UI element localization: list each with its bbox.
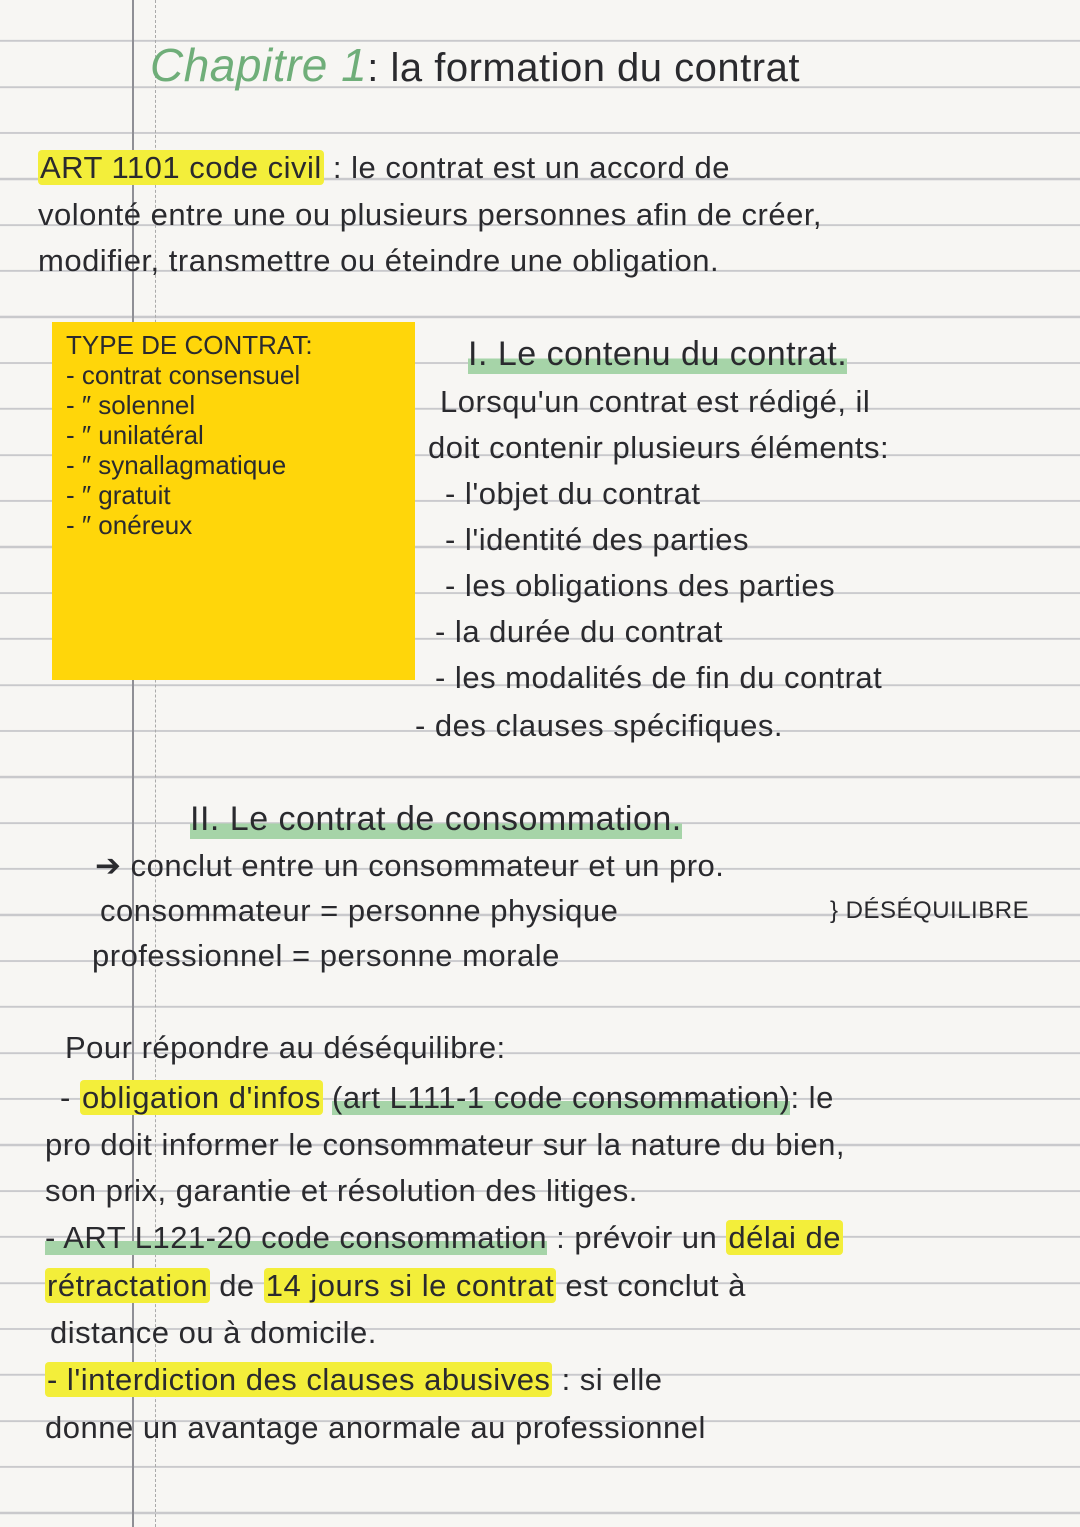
section-3-intro: Pour répondre au déséquilibre: (65, 1030, 506, 1065)
intro-line-1 (38, 150, 730, 186)
bullet-1: - obligation d'infos (art L111-1 code consommation): le (60, 1080, 834, 1115)
highlight: obligation d'infos (81, 1080, 321, 1115)
text: : prévoir un (556, 1220, 718, 1255)
section-1-line: - des clauses spécifiques. (415, 708, 783, 743)
section-1-line: - l'objet du contrat (445, 476, 701, 511)
highlight: - l'interdiction des clauses abusives (47, 1362, 551, 1397)
highlight: 14 jours si le contrat (265, 1268, 555, 1303)
chapter-label: Chapitre 1 (150, 39, 368, 91)
note-item: - ″ solennel (66, 390, 196, 420)
section-1-line: - l'identité des parties (445, 522, 749, 557)
text: de (210, 1268, 264, 1303)
text: : si elle (561, 1362, 663, 1397)
note-item: - ″ synallagmatique (66, 450, 287, 480)
bullet-3-line-2: donne un avantage anormale au professionnel (45, 1410, 706, 1445)
text: est conclut à (556, 1268, 746, 1303)
section-1-line: - les modalités de fin du contrat (435, 660, 883, 695)
section-2-line: professionnel = personne morale (92, 938, 560, 973)
note-item: - ″ onéreux (66, 510, 193, 540)
section-1-line: - la durée du contrat (435, 614, 723, 649)
intro-line-2: volonté entre une ou plusieurs personnes afin de créer, (38, 197, 823, 232)
article-highlight: ART 1101 code civil (40, 150, 322, 185)
section-1-line: - les obligations des parties (445, 568, 836, 603)
article-ref: (art L111-1 code consommation) (332, 1080, 791, 1115)
intro-text: : le contrat est un accord de (332, 150, 730, 185)
page-title (150, 38, 800, 92)
bullet-3 (45, 1362, 663, 1398)
sticky-note (52, 322, 415, 680)
section-2-line: ➔ conclut entre un consommateur et un pro. (95, 848, 725, 883)
section-1-line: doit contenir plusieurs éléments: (428, 430, 890, 465)
section-2-line: consommateur = personne physique (100, 893, 619, 928)
chapter-subtitle: : la formation du contrat (367, 46, 800, 90)
intro-line-3: modifier, transmettre ou éteindre une obligation. (38, 243, 720, 278)
note-item: - contrat consensuel (66, 360, 301, 390)
bullet-1-line-3: son prix, garantie et résolution des litiges. (45, 1173, 638, 1208)
text: : le (790, 1080, 834, 1115)
highlight: rétractation (47, 1268, 209, 1303)
section-1-line: Lorsqu'un contrat est rédigé, il (440, 384, 871, 419)
bullet-2 (45, 1220, 843, 1256)
bullet-1-line-2: pro doit informer le consommateur sur la nature du bien, (45, 1127, 845, 1162)
desequilibre-note: } DÉSÉQUILIBRE (830, 897, 1030, 924)
bullet-2-line-2 (45, 1268, 746, 1304)
article-ref: - ART L121-20 code consommation (45, 1220, 548, 1255)
highlight: délai de (728, 1220, 841, 1255)
bullet-2-line-3: distance ou à domicile. (50, 1315, 377, 1350)
section-2-heading: II. Le contrat de consommation. (190, 800, 682, 838)
note-item: - ″ gratuit (66, 480, 171, 510)
note-item: - ″ unilatéral (66, 420, 204, 450)
note-heading: TYPE DE CONTRAT: (66, 330, 313, 360)
section-1-heading: I. Le contenu du contrat. (468, 335, 848, 373)
